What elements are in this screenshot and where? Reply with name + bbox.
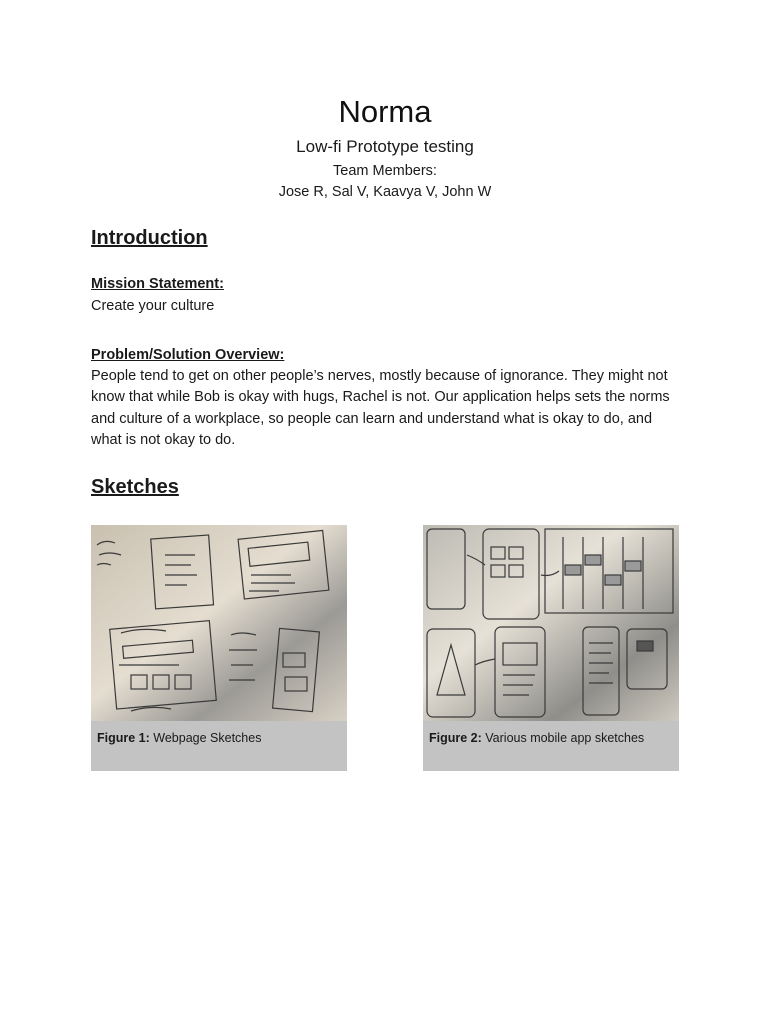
figure-2-label: Figure 2: [429,731,482,745]
figure-1-caption-text: Webpage Sketches [149,731,262,745]
introduction-heading: Introduction [91,227,208,249]
mobile-app-sketches-photo [423,525,679,721]
figure-2-caption-text: Various mobile app sketches [481,731,645,745]
team-members-label: Team Members: [333,163,437,179]
problem-solution-label: Problem/Solution Overview: [91,347,285,363]
figure-1-label: Figure 1: [97,731,150,745]
document-subtitle: Low-fi Prototype testing [296,137,474,156]
figure-2-caption [429,730,644,746]
mission-statement-text: Create your culture [91,298,215,314]
sketches-heading: Sketches [91,476,179,498]
webpage-sketches-photo [91,525,347,721]
team-members-names: Jose R, Sal V, Kaavya V, John W [278,184,492,200]
problem-solution-text: People tend to get on other people’s nerves, mostly because of ignorance. They might not know that while Bob is okay with hugs, Rachel is not. Our application helps sets the norms and culture of a workplace, so people can learn and understand what is okay to do, and what is not okay to do. [91,368,670,448]
figure-1-caption [97,730,261,746]
document-title: Norma [338,94,432,129]
figure-mobile-app-sketches [423,525,679,771]
figure-webpage-sketches [91,525,347,771]
mission-statement-label: Mission Statement: [91,276,224,292]
